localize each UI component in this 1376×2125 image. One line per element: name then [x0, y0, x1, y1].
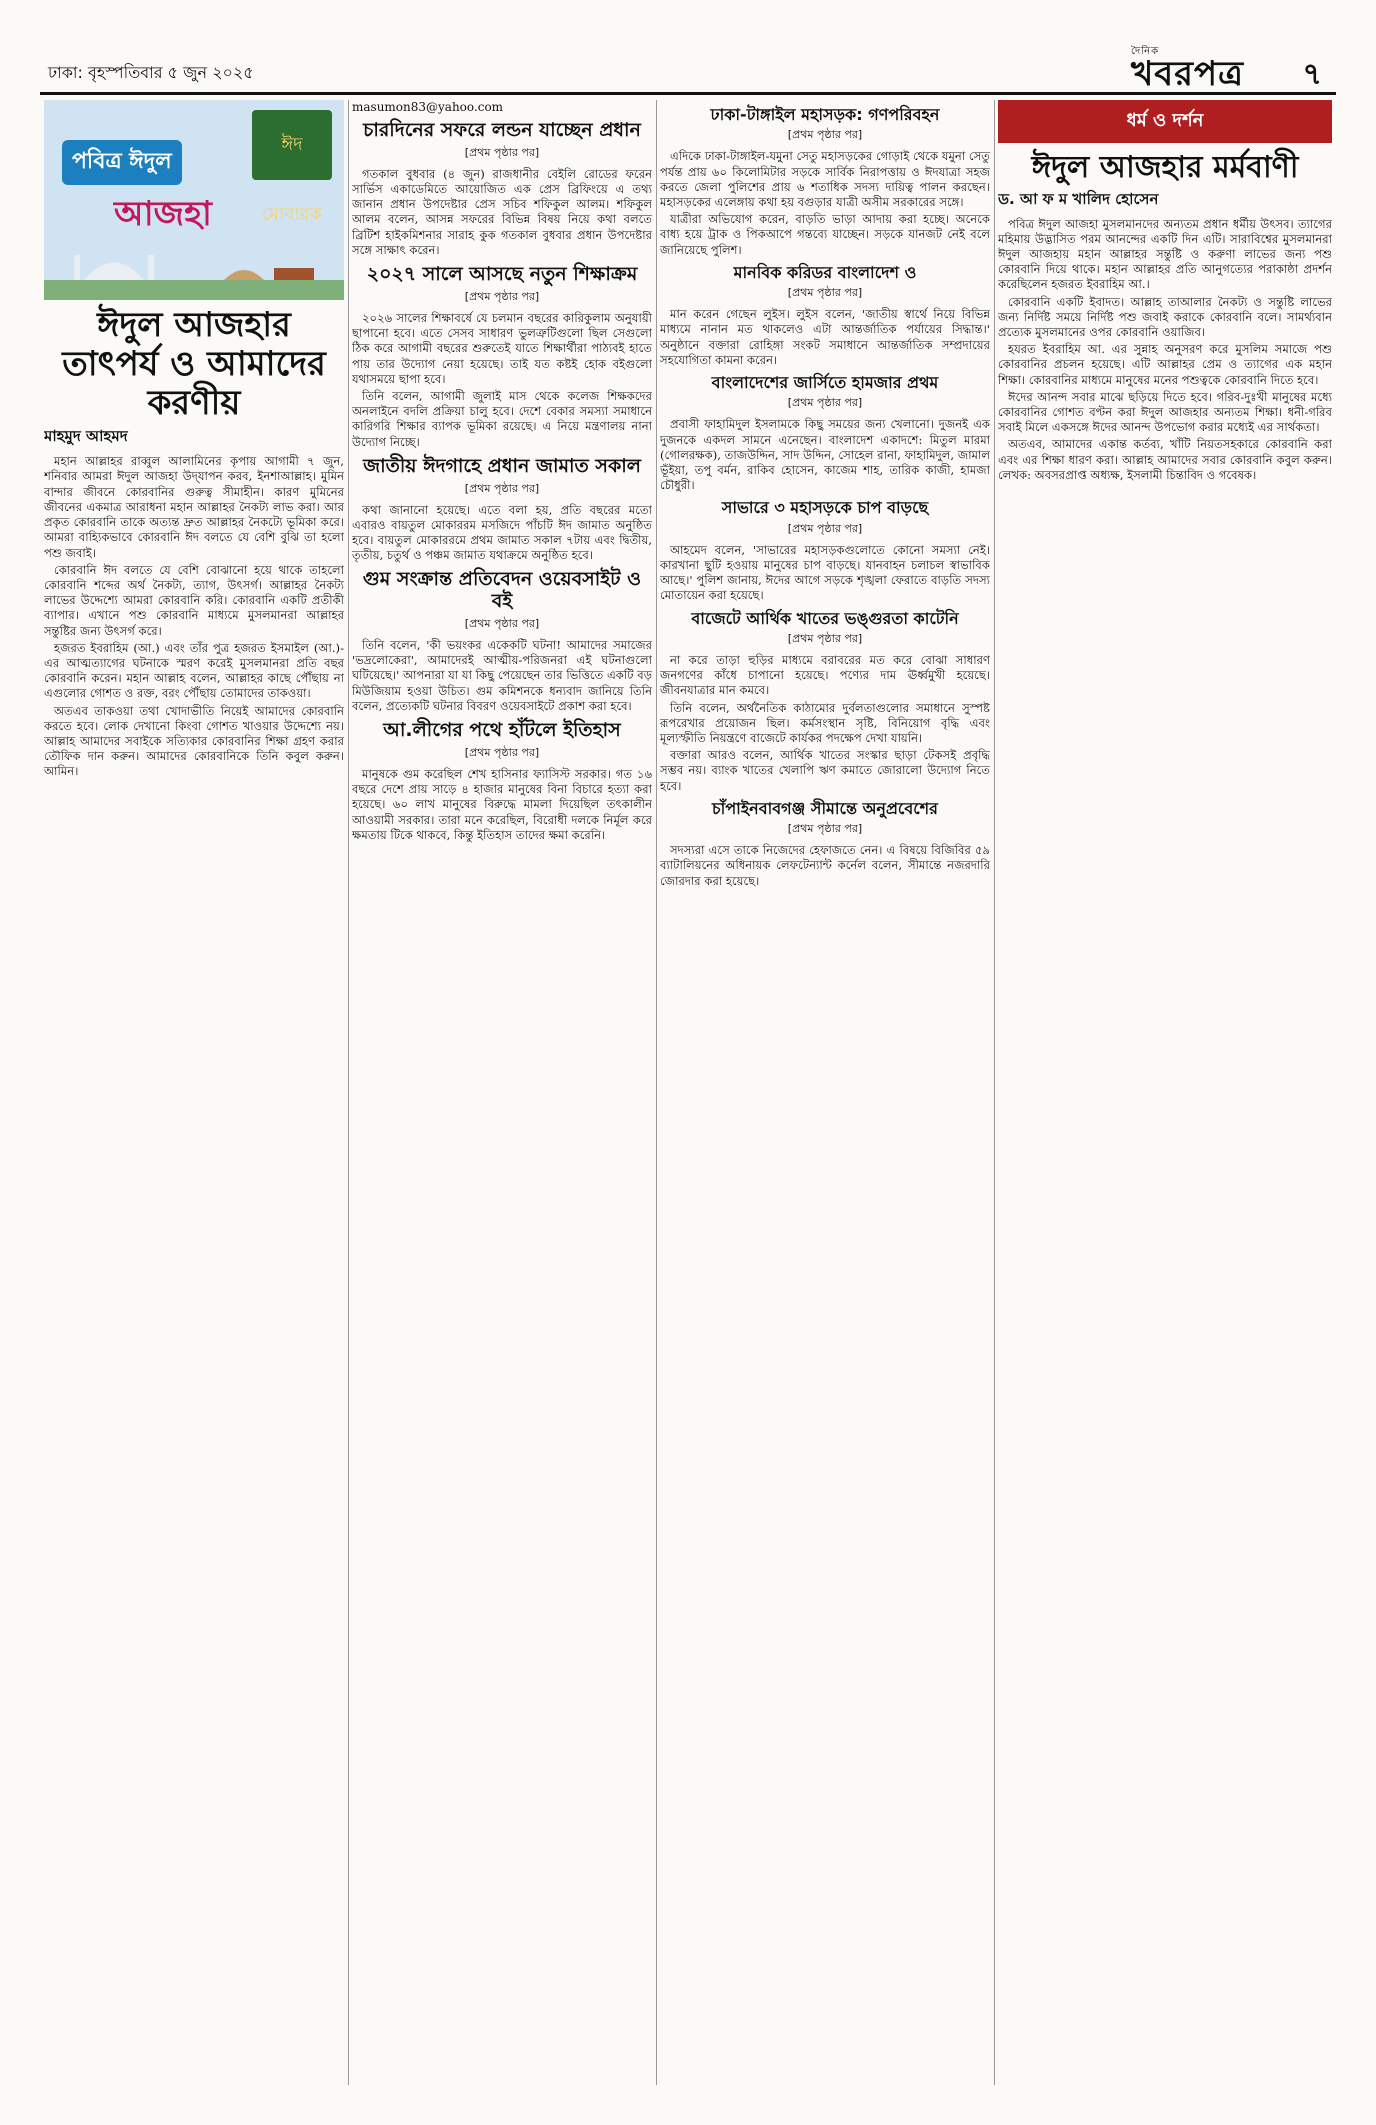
paragraph: তিনি বলেন, 'কী ভয়ংকর একেকটি ঘটনা! আমাদের সমাজের 'ভদ্রলোকেরা', আমাদেরই আত্মীয়-পরিজনরা এই ঘটনাগুলো ঘটিয়েছে।' আপনারা যা যা কিছু পেয়েছেন তার ভিত্তিতে একটি বড় মিউজিয়াম হওয়া উচিত। গুম কমিশনকে ধন্যবাদ জানিয়ে তিনি বলেন, প্রত্যেকটি ঘটনার বিবরণ ওয়েবসাইটে প্রকাশ করা হবে।: [352, 638, 652, 713]
article-headline: চাঁপাইনবাবগঞ্জ সীমান্তে অনুপ্রবেশের: [712, 798, 938, 818]
jump-line: [প্রথম পৃষ্ঠার পর]: [787, 128, 863, 142]
article-body: [998, 217, 1332, 483]
article-headline: জাতীয় ঈদগাহে প্রধান জামাত সকাল: [363, 454, 641, 477]
paragraph: মানুষকে গুম করেছিল শেখ হাসিনার ফ্যাসিস্ট সরকার। গত ১৬ বছরে দেশে প্রায় সাড়ে ৪ হাজার মানুষের বিনা বিচারে হত্যা করা হয়েছে। ৬০ লাখ মানুষের বিরুদ্ধে মামলা দিয়েছিল তৎকালীন আওয়ামী সরকার। তারা মনে করেছিল, বিরোধী দলকে নির্মূল করে ক্ষমতায় টিকে থাকবে, কিন্তু ইতিহাস তাদের ক্ষমা করেনি।: [352, 766, 652, 842]
banner-title-1: পবিত্র ঈদুল: [62, 140, 182, 185]
masthead: [40, 46, 1336, 92]
article-body: [352, 503, 652, 564]
paragraph: না করে তাড়া হুড়ির মাধ্যমে বরাবরের মত করে বোঝা সাধারণ জনগণের কাঁধে চাপানো হয়েছে। পণ্যের দাম ঊর্ধ্বমুখী হয়েছে। জীবনযাত্রার মান কমবে।: [660, 653, 990, 698]
paragraph: তিনি বলেন, আগামী জুলাই মাস থেকে কলেজ শিক্ষকদের অনলাইনে বদলি প্রক্রিয়া চালু হবে। দেশে বেকার সমস্যা সমাধানে কারিগরি শিক্ষার ব্যাপক ভূমিকা রয়েছে। এ নিয়ে মন্ত্রণালয় নানা উদ্যোগ নিচ্ছে।: [352, 388, 652, 449]
logo-prefix: দৈনিক: [1130, 46, 1160, 57]
paragraph: আহমেদ বলেন, 'সাভারের মহাসড়কগুলোতে কোনো সমস্যা নেই। কারখানা ছুটি হওয়ায় মানুষের চাপ বাড়ছে। যানবাহন চলাচল স্বাভাবিক আছে।' পুলিশ জানায়, ঈদের আগে সড়কে শৃঙ্খলা ফেরাতে বাড়তি সদস্য মোতায়েন করা হয়েছে।: [660, 542, 990, 603]
paragraph: অতএব তাকওয়া তথা খোদাভীতি নিয়েই আমাদের কোরবানি করতে হবে। লোক দেখানো কিংবা গোশত খাওয়ার উদ্দেশ্যে নয়। আল্লাহ আমাদের সবাইকে সত্যিকার কোরবানির শিক্ষা গ্রহণ করার তৌফিক দান করুন। আমাদের কোরবানিকে তিনি কবুল করুন। আমিন।: [44, 703, 344, 779]
paragraph: হজরত ইবরাহিম (আ.) এবং তাঁর পুত্র হজরত ইসমাইল (আ.)-এর আত্মত্যাগের ঘটনাকে স্মরণ করেই মুসলমানরা প্রতি বছর কোরবানি করেন। মহান আল্লাহ বলেন, আল্লাহর কাছে পৌঁছায় না এগুলোর গোশত ও রক্ত, বরং পৌঁছায় তোমাদের তাকওয়া।: [44, 640, 344, 701]
column-1: [44, 100, 344, 2085]
article-byline: ড. আ ফ ম খালিদ হোসেন: [998, 189, 1159, 208]
article-body: [352, 167, 652, 258]
section-header: ধর্ম ও দর্শন: [998, 100, 1332, 143]
article-headline: ঢাকা-টাঙ্গাইল মহাসড়ক: গণপরিবহন: [710, 105, 940, 124]
eid-banner: [44, 100, 344, 300]
paragraph: হযরত ইবরাহিম আ. এর সুন্নাহ অনুসরণ করে মুসলিম সমাজে পশু কোরবানির প্রচলন হয়েছে। এটি আল্লাহর প্রেম ও ত্যাগের এক মহান শিক্ষা। কোরবানির মাধ্যমে মানুষের মনের পশুত্বকে কোরবানি দিতে হবে।: [998, 342, 1332, 387]
article-body: [660, 843, 990, 889]
paragraph: মহান আল্লাহর রাব্বুল আলামিনের কৃপায় আগামী ৭ জুন, শনিবার আমরা ঈদুল আজহা উদ্‌যাপন করব, ইনশাআল্লাহ। মুমিন বান্দার জীবনে কোরবানির গুরুত্ব সীমাহীন। কারণ মুমিনের জীবনের একমাত্র আরাধনা মহান আল্লাহর নৈকট্য লাভ করা। আর প্রকৃত কোরবানি তাকে অত্যন্ত দ্রুত আল্লাহর নৈকট্যে ভূমিকা করে। আমরা বাহ্যিকভাবে কোরবানি ঈদ বলতে যে বেশি বুঝি তা হলো পশু জবাই।: [44, 454, 344, 560]
jump-line: [প্রথম পৃষ্ঠার পর]: [464, 617, 540, 631]
article-headline: গুম সংক্রান্ত প্রতিবেদন ওয়েবসাইট ও বই: [362, 568, 642, 613]
masthead-rule: [40, 92, 1336, 95]
jump-line: [প্রথম পৃষ্ঠার পর]: [464, 289, 540, 303]
article-headline: ঈদুল আজহার তাৎপর্য ও আমাদের করণীয়: [62, 305, 326, 424]
article-body: [660, 543, 990, 604]
article-byline: মাহমুদ আহমদ: [44, 427, 128, 446]
article-headline: ঈদুল আজহার মর্মবাণী: [1031, 150, 1299, 185]
jump-line: [প্রথম পৃষ্ঠার পর]: [787, 822, 863, 836]
jump-line: [প্রথম পৃষ্ঠার পর]: [787, 286, 863, 300]
paragraph: মান করেন গেছেন লুইস। লুইস বলেন, 'জাতীয় স্বার্থে নিয়ে বিভিন্ন মাধ্যমে নানান মত থাকলেও এটা আন্তর্জাতিক পর্যায়ের সিদ্ধান্ত।' অনুষ্ঠানে বক্তারা রোহিঙ্গা সংকট সমাধানে আন্তর্জাতিক সম্প্রদায়ের সহযোগিতা কামনা করেন।: [660, 307, 990, 367]
jump-line: [প্রথম পৃষ্ঠার পর]: [464, 745, 540, 759]
paragraph: কোরবানি ঈদ বলতে যে বেশি বোঝানো হয়ে থাকে তাহলো কোরবানি শব্দের অর্থ নৈকট্য, ত্যাগ, উৎসর্গ। আল্লাহর নৈকট্য লাভের উদ্দেশ্যে আমরা কোরবানি করি। কোরবানি একটি প্রতীকী ব্যাপার। এখানে পশু কোরবানি মাধ্যমে মুসলমানরা আল্লাহর সন্তুষ্টির জন্য উৎসর্গ করে।: [44, 562, 344, 638]
article-headline: ২০২৭ সালে আসছে নতুন শিক্ষাক্রম: [366, 263, 638, 286]
article-body: [352, 311, 652, 450]
column-divider: [656, 100, 657, 2085]
mosque-icon: [44, 240, 344, 300]
paragraph: যাত্রীরা অভিযোগ করেন, বাড়তি ভাড়া আদায় করা হচ্ছে। অনেকে বাধ্য হয়ে ট্রাক ও পিকআপে গন্তব্যে যাচ্ছেন। সড়কে যানজট নেই বলে জানিয়েছে পুলিশ।: [660, 212, 990, 257]
paragraph: এদিকে ঢাকা-টাঙ্গাইল-যমুনা সেতু মহাসড়কের গোড়াই থেকে যমুনা সেতু পর্যন্ত প্রায় ৬০ কিলোমিটার সড়কে সার্বিক নিরাপত্তায় ও ঈদযাত্রা সহজ করতে জেলা পুলিশের প্রায় ৬ শতাধিক সদস্য দায়িত্ব পালন করছেন। মহাসড়কের এলেঙ্গায় কথা হয় বগুড়ার যাত্রী অসীম সরকারের সঙ্গে।: [660, 149, 990, 209]
paragraph: ঈদের আনন্দ সবার মাঝে ছড়িয়ে দিতে হবে। গরিব-দুঃখী মানুষের মধ্যে কোরবানির গোশত বণ্টন করা ঈদুল আজহার অন্যতম শিক্ষা। ধনী-গরিব সবাই মিলে একসঙ্গে ঈদের আনন্দ উপভোগ করার মধ্যেই এর সার্থকতা।: [998, 389, 1332, 435]
column-2: [352, 100, 652, 2085]
article-headline: মানবিক করিডর বাংলাদেশ ও: [733, 262, 917, 282]
eid-mubarak-badge: ঈদ মোবারক: [252, 110, 332, 180]
article-headline: আ.লীগের পথে হাঁটলে ইতিহাস: [383, 719, 621, 742]
issue-date: ঢাকা: বৃহস্পতিবার ৫ জুন ২০২৫: [48, 63, 254, 82]
article-headline: চারদিনের সফরে লন্ডন যাচ্ছেন প্রধান: [363, 119, 641, 141]
column-4: [998, 100, 1332, 2085]
article-headline: বাংলাদেশের জার্সিতে হামজার প্রথম: [711, 373, 939, 393]
article-body: [660, 307, 990, 368]
article-headline: বাজেটে আর্থিক খাতের ভঙ্গুরতা কাটেনি: [691, 608, 959, 628]
jump-line: [প্রথম পৃষ্ঠার পর]: [464, 145, 540, 159]
paragraph: কথা জানানো হয়েছে। এতে বলা হয়, প্রতি বছরের মতো এবারও বায়তুল মোকাররম মসজিদে পাঁচটি ঈদ জামাত অনুষ্ঠিত হবে। বায়তুল মোকাররমে প্রথম জামাত সকাল ৭টায় এবং দ্বিতীয়, তৃতীয়, চতুর্থ ও পঞ্চম জামাত যথাক্রমে অনুষ্ঠিত হবে।: [352, 502, 652, 563]
paragraph: প্রবাসী ফাহামিদুল ইসলামকে কিছু সময়ের জন্য খেলানো। দুজনই এক দুজনকে একদল সামনে এনেছেন। বাংলাদেশ একাদশে: মিতুল মারমা (গোলরক্ষক), তাজউদ্দিন, সাদ উদ্দিন, সোহেল রানা, ফাহামিদুল, জামাল ভূঁইয়া, তপু বর্মন, রাকিব হোসেন, কাজেম শাহ, তারিক কাজী, হামজা চৌধুরী।: [660, 417, 990, 493]
column-divider: [994, 100, 995, 2085]
logo-text: খবরপত্র: [1130, 54, 1244, 94]
page-number: ৭: [1302, 57, 1322, 92]
paragraph: পবিত্র ঈদুল আজহা মুসলমানদের অন্যতম প্রধান ধর্মীয় উৎসব। ত্যাগের মহিমায় উদ্ভাসিত পরম আনন্দের একটি দিন এটি। সারাবিশ্বের মুসলমানরা ঈদুল আজহায় মহান আল্লাহর সন্তুষ্টি ও করুণা লাভের জন্য পশু কোরবানি দিয়ে থাকে। মহান আল্লাহর প্রতি আনুগত্যের পরাকাষ্ঠা প্রদর্শন করেছিলেন হজরত ইবরাহিম আ.।: [998, 216, 1332, 292]
banner-title-2: আজহা: [114, 194, 212, 234]
jump-line: [প্রথম পৃষ্ঠার পর]: [787, 521, 863, 535]
paragraph: ২০২৬ সালের শিক্ষাবর্ষে যে চলমান বছরের কারিকুলাম অনুযায়ী ছাপানো হবে। এতে সেসব সাধারণ ভুলত্রুটিগুলো ছিল সেগুলো ঠিক করে আগামী বছরের শুরুতেই যাতে শিক্ষার্থীরা পাঠ্যবই হাতে পায় তার উদ্যোগ নেয়া হয়েছে। তাই যত কষ্টই হোক বইগুলো যথাসময়ে ছাপা হবে।: [352, 310, 652, 386]
jump-line: [প্রথম পৃষ্ঠার পর]: [464, 481, 540, 495]
paragraph: কোরবানি একটি ইবাদত। আল্লাহ তাআলার নৈকট্য ও সন্তুষ্টি লাভের জন্য নির্দিষ্ট সময়ে নির্দিষ্ট পশু জবাই করাকে কোরবানি বলে। সামর্থ্যবান প্রত্যেক মুসলমানের ওপর কোরবানি ওয়াজিব।: [998, 294, 1332, 339]
article-body: [660, 653, 990, 794]
article-body: [660, 417, 990, 493]
article-body: [352, 638, 652, 714]
author-email: masumon83@yahoo.com: [352, 100, 504, 114]
article-body: [352, 767, 652, 843]
jump-line: [প্রথম পৃষ্ঠার পর]: [787, 396, 863, 410]
paragraph: বক্তারা আরও বলেন, আর্থিক খাতের সংস্কার ছাড়া টেকসই প্রবৃদ্ধি সম্ভব নয়। ব্যাংক খাতের খেলাপি ঋণ কমাতে জোরালো উদ্যোগ নিতে হবে।: [660, 748, 990, 793]
article-headline: সাভারে ৩ মহাসড়কে চাপ বাড়ছে: [721, 498, 929, 518]
paragraph: গতকাল বুধবার (৪ জুন) রাজধানীর বেইলি রোডের ফরেন সার্ভিস একাডেমিতে আয়োজিত এক প্রেস ব্রিফিংয়ে এ তথ্য জানান প্রধান উপদেষ্টার প্রেস সচিব শফিকুল আলম। শফিকুল আলম বলেন, আসন্ন সফরের বিভিন্ন বিষয় নিয়ে কথা বলতে ব্রিটিশ হাইকমিশনার সারাহ কুক গতকাল বুধবার প্রধান উপদেষ্টার সঙ্গে সাক্ষাৎ করেন।: [352, 166, 652, 257]
newspaper-logo: [1131, 48, 1244, 105]
paragraph: তিনি বলেন, অর্থনৈতিক কাঠামোর দুর্বলতাগুলোর সমাধানে সুস্পষ্ট রূপরেখার প্রয়োজন ছিল। কর্মসংস্থান সৃষ্টি, বিনিয়োগ বৃদ্ধি এবং মূল্যস্ফীতি নিয়ন্ত্রণে বাজেটে কার্যকর পদক্ষেপ দেখা যায়নি।: [660, 700, 990, 746]
article-body: [660, 149, 990, 257]
jump-line: [প্রথম পৃষ্ঠার পর]: [787, 632, 863, 646]
paragraph: সদস্যরা এসে তাকে নিজেদের হেফাজতে নেন। এ বিষয়ে বিজিবির ৫৯ ব্যাটালিয়নের অধিনায়ক লেফটেন্যান্ট কর্নেল বলেন, সীমান্তে নজরদারি জোরদার করা হয়েছে।: [660, 843, 990, 888]
column-3: [660, 100, 990, 2085]
article-body: [44, 454, 344, 779]
paragraph: অতএব, আমাদের একান্ত কর্তব্য, খাঁটি নিয়তসহকারে কোরবানি করা এবং এর শিক্ষা ধারণ করা। আল্লাহ আমাদের সবার কোরবানি কবুল করুন। লেখক: অবসরপ্রাপ্ত অধ্যক্ষ, ইসলামী চিন্তাবিদ ও গবেষক।: [998, 437, 1332, 482]
column-divider: [348, 100, 349, 2085]
